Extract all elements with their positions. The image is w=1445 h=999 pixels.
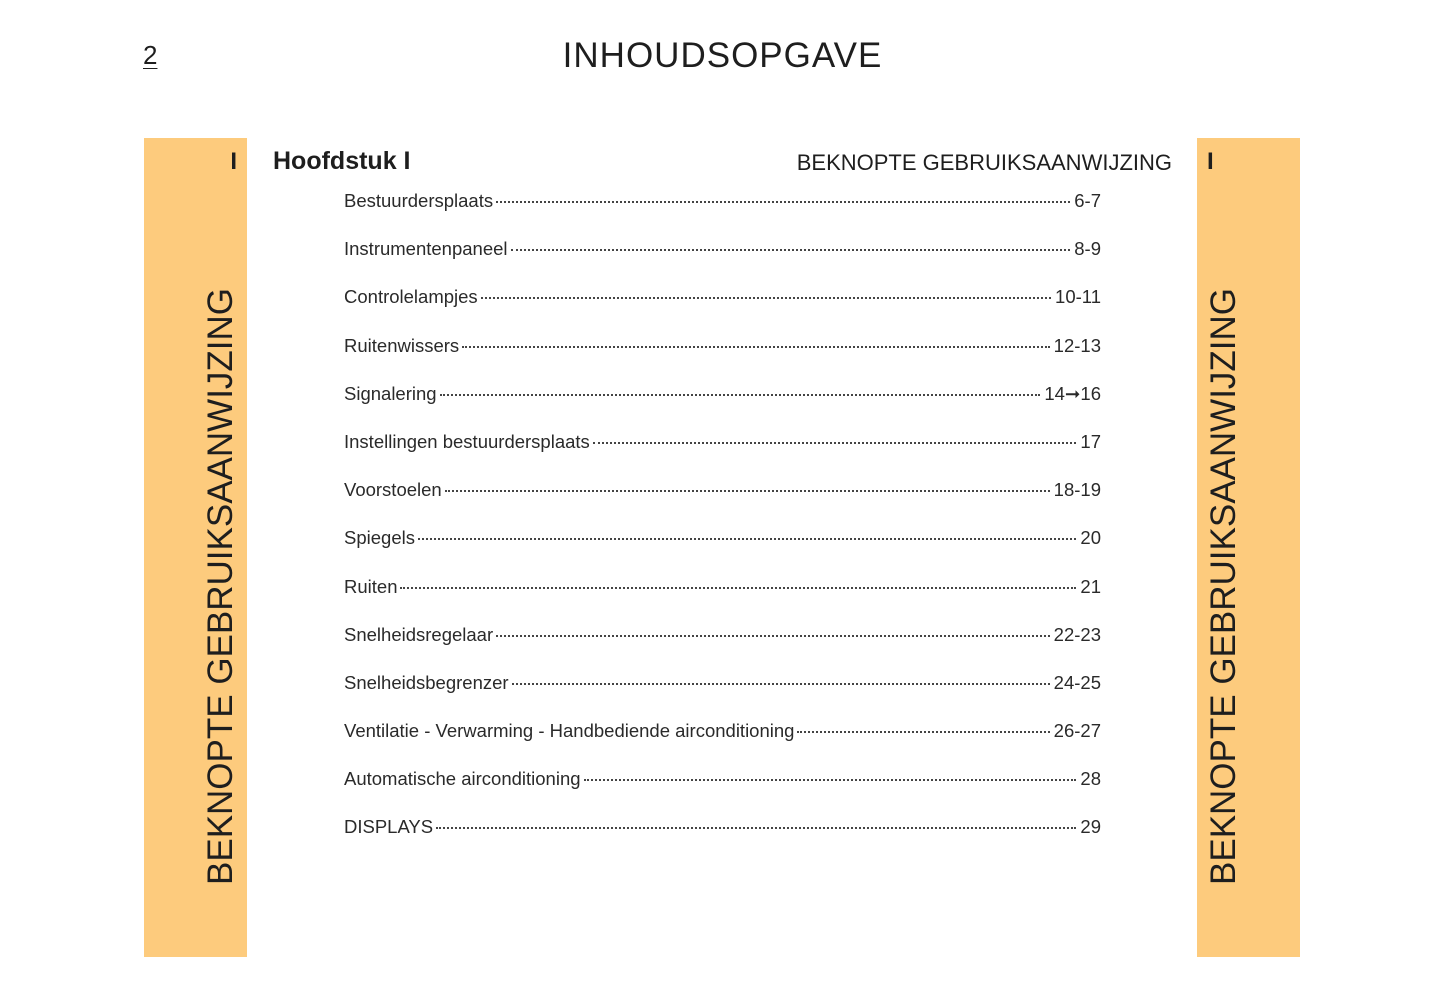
toc-entry-label: DISPLAYS bbox=[344, 816, 434, 838]
dot-leader bbox=[496, 201, 1070, 203]
toc-entry[interactable] bbox=[344, 238, 1101, 286]
page-title: INHOUDSOPGAVE bbox=[562, 36, 883, 75]
toc-entry-label: Instrumentenpaneel bbox=[344, 238, 508, 260]
toc-entry-page: 17 bbox=[1080, 430, 1101, 452]
toc-entry-page: 12-13 bbox=[1053, 334, 1101, 356]
toc-entry-label: Snelheidsbegrenzer bbox=[344, 671, 509, 693]
toc-entry-label: Automatische airconditioning bbox=[344, 768, 581, 790]
toc-entry[interactable] bbox=[344, 768, 1101, 816]
toc-entry[interactable] bbox=[344, 576, 1101, 624]
chapter-tab-left bbox=[144, 138, 247, 957]
toc-entry[interactable] bbox=[344, 335, 1101, 383]
dot-leader bbox=[511, 249, 1071, 251]
toc-entry[interactable] bbox=[344, 431, 1101, 479]
toc-entry-label: Instellingen bestuurdersplaats bbox=[344, 430, 590, 452]
toc-entry[interactable] bbox=[344, 383, 1101, 431]
dot-leader bbox=[400, 587, 1076, 589]
toc-entry-label: Ruitenwissers bbox=[344, 334, 460, 356]
dot-leader bbox=[593, 442, 1077, 444]
toc-entry-page: 28 bbox=[1080, 768, 1101, 790]
toc-entry[interactable] bbox=[344, 190, 1101, 238]
chapter-title: Hoofdstuk I bbox=[273, 147, 411, 175]
toc-entry-page: 26-27 bbox=[1053, 720, 1101, 742]
toc-entry-label: Ruiten bbox=[344, 575, 398, 597]
toc-entry-label: Bestuurdersplaats bbox=[344, 190, 494, 211]
toc-entry-page: 29 bbox=[1080, 816, 1101, 838]
dot-leader bbox=[584, 779, 1077, 781]
dot-leader bbox=[440, 394, 1041, 396]
toc-entry-label: Spiegels bbox=[344, 527, 415, 549]
toc-entry-page: 10-11 bbox=[1055, 286, 1101, 308]
toc-entry-page: 20 bbox=[1080, 527, 1101, 549]
toc-entry-page: 21 bbox=[1080, 575, 1101, 597]
chapter-numeral: I bbox=[230, 148, 237, 175]
toc-entry-label: Voorstoelen bbox=[344, 479, 442, 501]
toc-entry-label: Snelheidsregelaar bbox=[344, 623, 494, 645]
dot-leader bbox=[418, 538, 1076, 540]
chapter-subtitle: BEKNOPTE GEBRUIKSAANWIJZING bbox=[796, 150, 1172, 175]
chapter-numeral: I bbox=[1207, 148, 1214, 175]
toc-entry-label: Ventilatie - Verwarming - Handbediende airconditioning bbox=[344, 720, 795, 742]
dot-leader bbox=[462, 346, 1050, 348]
dot-leader bbox=[512, 683, 1050, 685]
page-number: 2 bbox=[143, 40, 158, 70]
toc-entry[interactable] bbox=[344, 624, 1101, 672]
toc-entry-label: Signalering bbox=[344, 382, 437, 404]
toc-entry[interactable] bbox=[344, 286, 1101, 334]
dot-leader bbox=[436, 827, 1076, 829]
chapter-vertical-label: BEKNOPTE GEBRUIKSAANWIJZING bbox=[201, 287, 240, 885]
toc-entry-page: 14➞16 bbox=[1044, 382, 1101, 404]
toc-entry-page: 24-25 bbox=[1053, 671, 1101, 693]
toc-entry-label: Controlelampjes bbox=[344, 286, 478, 308]
chapter-vertical-label: BEKNOPTE GEBRUIKSAANWIJZING bbox=[1204, 287, 1243, 885]
table-of-contents bbox=[344, 190, 1101, 865]
dot-leader bbox=[445, 490, 1050, 492]
dot-leader bbox=[496, 635, 1050, 637]
toc-entry[interactable] bbox=[344, 527, 1101, 575]
toc-entry[interactable] bbox=[344, 479, 1101, 527]
dot-leader bbox=[797, 731, 1049, 733]
toc-entry-page: 18-19 bbox=[1053, 479, 1101, 501]
toc-entry-page: 22-23 bbox=[1053, 623, 1101, 645]
dot-leader bbox=[481, 297, 1051, 299]
toc-entry[interactable] bbox=[344, 816, 1101, 864]
toc-entry[interactable] bbox=[344, 672, 1101, 720]
toc-entry[interactable] bbox=[344, 720, 1101, 768]
toc-entry-page: 8-9 bbox=[1074, 238, 1101, 260]
toc-entry-page: 6-7 bbox=[1074, 190, 1101, 211]
chapter-tab-right bbox=[1197, 138, 1300, 957]
